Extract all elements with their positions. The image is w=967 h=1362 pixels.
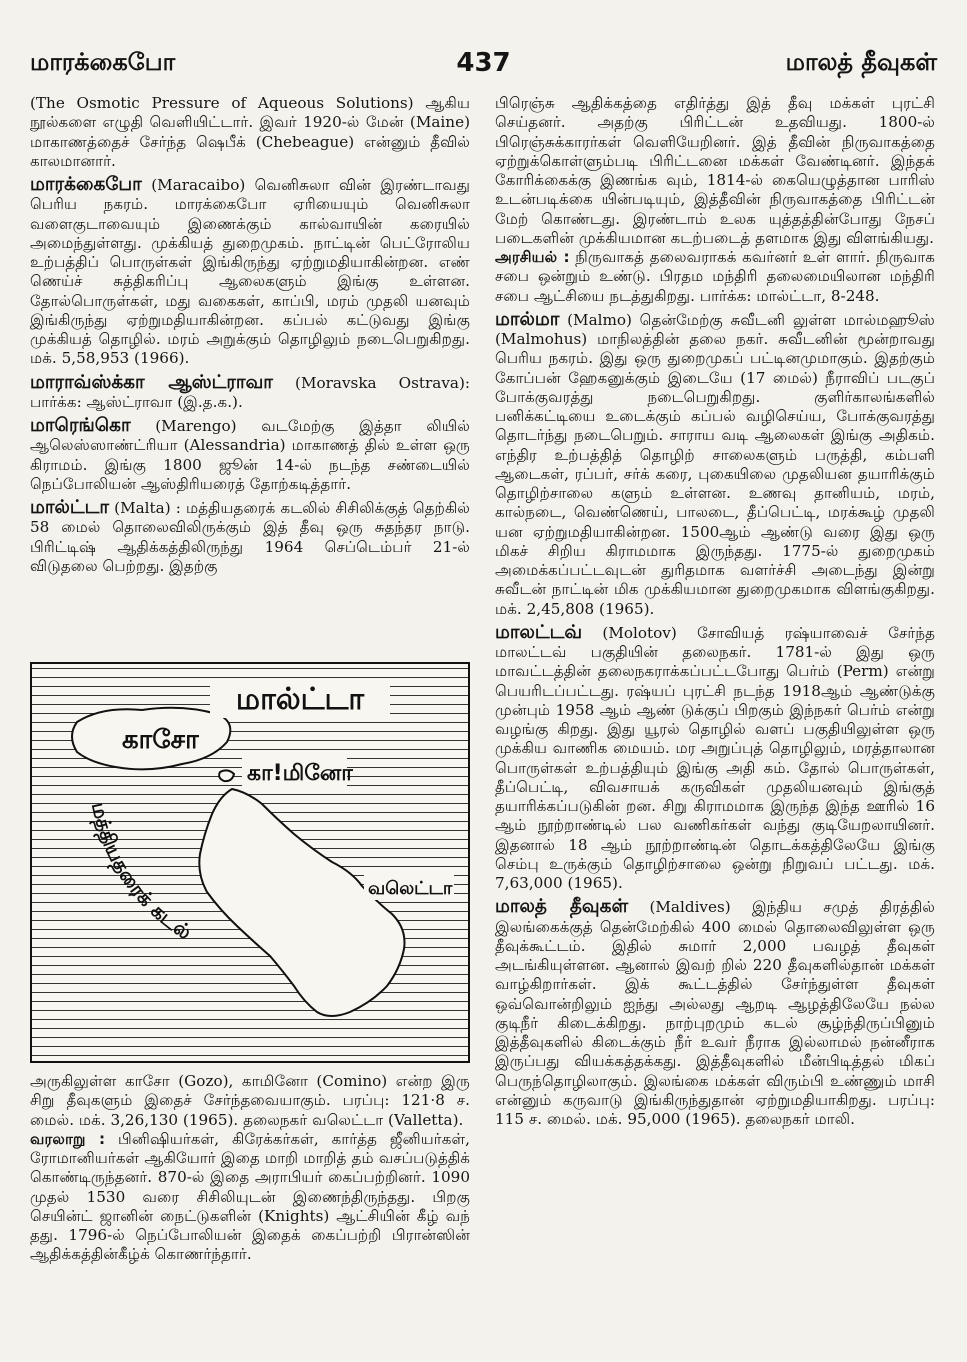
malta-history: [30, 1130, 470, 1265]
entry-marengo: [30, 416, 470, 494]
malta-map: [30, 662, 470, 1063]
headword: மால்மா: [495, 308, 560, 330]
comino-label: கா!மினோ: [247, 761, 353, 786]
entry-malta: [30, 498, 470, 576]
subheading: வரலாறு :: [30, 1129, 106, 1148]
subheading: அரசியல் :: [495, 248, 570, 266]
page-number: 437: [456, 48, 511, 78]
running-head-left: மாரக்கைபோ: [30, 48, 176, 76]
government-text: நிருவாகத் தலைவராகக் கவர்னர் உள் ளார். நிருவாக சபை ஒன்றும் உண்டு. பிரதம மந்திரி தலைமையிலான மந்திரி சபை ஆட்சியை நடத்துகிறது. பார்க்க: மால்ட்டா, 8-248.: [495, 248, 935, 305]
headword: மாரக்கைபோ: [30, 174, 142, 195]
malta-paragraph: அருகிலுள்ள காசோ (Gozo), காமினோ (Comino) என்ற இரு சிறு தீவுகளும் இதைச் சேர்ந்தவையாகும். பரப்பு: 121·8 ச. மைல். மக். 3,26,130 (1965). தலைநகர் வலெட்டா (Valletta).: [30, 1072, 470, 1129]
entry-text: (Maldives) இந்திய சமுத் திரத்தில் இலங்கைக்குத் தென்மேற்கில் 400 மைல் தொலைவிலுள்ள ஒரு தீவுக்கூட்டம். இதில் சுமார் 2,000 பவழத் தீவுகள் அடங்கியுள்ளன. ஆனால் இவற் றில் 220 தீவுகளில்தான் மக்கள் வாழ்கிறார்கள். இக் கூட்டத்தில் சேர்ந்துள்ள தீவுகள் ஒவ்வொன்றிலும் ஐந்து அல்லது ஆறடி ஆழத்திலேயே நல்ல குடிநீர் கிடைக்கிறது. நாற்புறமும் கடல் சூழ்ந்திருப்பினும் இத்தீவுகளில் கிடைக்கும் நீர் உவர் நீராக இல்லாமல் நன்னீராக இருப்பது வியக்கத்தக்கது. இத்தீவுகளில் மீன்பிடித்தல் மிகப் பெருந்தொழிலாகும். இலங்கை மக்கள் விரும்பி உண்ணும் மாசி என்னும் கருவாடு இங்கிருந்துதான் ஏற்றுமதியாகிறது. பரப்பு: 115 ச. மைல். மக். 95,000 (1965). தலைநகர் மாலி.: [495, 898, 935, 1128]
entry-text: (Maracaibo) வெனிசுலா வின் இரண்டாவது பெரிய நகரம். மாரக்கைபோ ஏரியையும் வெனிசுலா வளைகுடாவையும் இணைக்கும் கால்வாயின் கரையில் அமைந்துள்ளது. முக்கியத் துறைமுகம். நாட்டின் பெட்ரோலிய உற்பத்திப் பொருள்கள் இங்கிருந்து ஏற்றுமதியாகின்றன. எண் ணெய்ச் சுத்திகரிப்பு ஆலைகளும் இங்கு உள்ளன. தோல்பொருள்கள், மது வகைகள், காப்பி, மரம் முதலி யனவும் இங்கிருந்து ஏற்றுமதியாகின்றன. கப்பல் கட்டுவது இங்கு முக்கியத் தொழில். மரம் அறுக்கும் தொழிலும் நடைபெறுகிறது. மக். 5,58,953 (1966).: [30, 176, 470, 368]
map-title: மால்ட்டா: [235, 682, 365, 717]
left-column-bottom: [30, 1072, 470, 1265]
running-head-right: மாலத் தீவுகள்: [785, 48, 937, 76]
entry-text: (Malmo) தென்மேற்கு சுவீடனி லுள்ள மால்மஹூஸ் (Malmohus) மாநிலத்தின் தலை நகர். சுவீடனின் மூன்றாவது பெரிய நகரம். இது ஒரு துறைமுகப் பட்டினமுமாகும். இதற்கும் கோப்பன் ஹேகனுக்கும் இடையே (17 மைல்) நீராவிப் படகுப் போக்குவரத்து நடைபெறுகிறது. குளிர்காலங்களில் பனிக்கட்டியை உடைக்கும் கப்பல் வழிசெய்ய, போக்குவரத்து தொடர்ந்து நடைபெறும். சாராய வடி ஆலைகள் இங்கு அதிகம். எந்திர உற்பத்தித் தொழிற் சாலைகளும் பருத்தி, கம்பளி ஆடைகள், ரப்பர், சர்க் கரை, புகையிலை முதலியன தயாரிக்கும் தொழிற்சாலை களும் உள்ளன. உணவு தானியம், மரம், கால்நடை, வெண்ணெய், பாலடை, தீப்பெட்டி, மரக்கூழ் முதலி யன ஏற்றுமதியாகின்றன. 1500ஆம் ஆண்டு வரை இது ஒரு மிகச் சிறிய கிராமமாக இருந்தது. 1775-ல் துறைமுகம் அமைக்கப்பட்டவுடன் துரிதமாக வளர்ச்சி அடைந்து இன்று சுவீடன் நாட்டின் மிக முக்கியமான துறைமுகமாக விளங்குகிறது. மக். 2,45,808 (1965).: [495, 310, 935, 618]
entry-molotov: [495, 623, 935, 894]
entry-text: (Malta) : மத்தியதரைக் கடலில் சிசிலிக்குத் தெற்கில் 58 மைல் தொலைவிலிருக்கும் இத் தீவு ஒரு சுதந்தர நாடு. பிரிட்டிஷ் ஆதிக்கத்திலிருந்து 1964 செப்டெம்பர் 21-ல் விடுதலை பெற்றது. இதற்கு: [30, 499, 470, 575]
entry-text: (Molotov) சோவியத் ரஷ்யாவைச் சேர்ந்த மாலட்டவ் பகுதியின் தலைநகர். 1781-ல் இது ஒரு மாவட்டத்தின் தலைநகராக்கப்பட்டபோது பெர்ம் (Perm) என்று பெயரிடப்பட்டது. ரஷ்யப் புரட்சி நடந்த 1918ஆம் ஆண்டுக்கு முன்பும் 1958 ஆம் ஆண் டுக்குப் பிறகும் இந்நகர் பெர்ம் என்று வழங்கு கிறது. இது யூரல் தொழில் வளப் பகுதியிலுள்ள ஒரு முக்கிய வாணிக மையம். மர அறுப்புத் தொழிலும், மரத்தாலான பொருள்கள் உற்பத்தியும் இங்கு அதி கம். தோல் பொருள்கள், தீப்பெட்டி, விவசாயக் கருவிகள் முதலியனவும் இங்குத் தயாரிக்கப்படுகின் றன. சிறு கிராமமாக இருந்த இந்த ஊரில் 16 ஆம் நூற்றாண்டில் பல வணிகர்கள் வந்து குடியேறலாயினர். இதனால் 18 ஆம் நூற்றாண்டின் தொடக்கத்திலேயே இங்கு செம்பு உருக்கும் தொழிற்சாலை ஒன்று நிறுவப் பட்டது. மக். 7,63,000 (1965).: [495, 623, 935, 892]
headword: மாலத் தீவுகள்: [495, 896, 629, 918]
entry-moravska-ostrava: [30, 373, 470, 413]
entry-malmo: [495, 310, 935, 619]
gozo-label: காசோ: [122, 725, 199, 755]
headword: மாரெங்கொ: [30, 415, 131, 436]
malta-map-drawing: [32, 664, 468, 1061]
history-text: பினிஷியர்கள், கிரேக்கர்கள், கார்த்த ஜீனியர்கள், ரோமானியர்கள் ஆகியோர் இதை மாறி மாறித் தம் வசப்படுத்திக் கொண்டிருந்தனர். 870-ல் இதை அராபியர் கைப்பற்றினர். 1090 முதல் 1530 வரை சிசிலியுடன் இணைந்திருந்தது. பிறகு செயின்ட் ஜானின் நைட்டுகளின் (Knights) ஆட்சியின் கீழ் வந் தது. 1796-ல் நெப்போலியன் இதைக் கைப்பற்றி பிரான்ஸின் ஆதிக்கத்தின்கீழ்க் கொணர்ந்தார்.: [30, 1129, 470, 1264]
comino-island: [219, 770, 234, 781]
headword: மால்ட்டா: [30, 497, 110, 518]
continued-paragraph: (The Osmotic Pressure of Aqueous Solutions) ஆகிய நூல்களை எழுதி வெளியிட்டார். இவர் 1920-ல் மேன் (Maine) மாகாணத்தைச் சேர்ந்த ஷெபீக் (Chebeague) என்னும் தீவில் காலமானார்.: [30, 94, 470, 170]
sea-label-text: மத்தியதரைக் கடல்: [86, 800, 197, 945]
malta-continued: பிரெஞ்சு ஆதிக்கத்தை எதிர்த்து இத் தீவு மக்கள் புரட்சி செய்தனர். அதற்கு பிரிட்டன் உதவியது. 1800-ல் பிரெஞ்சுக்காரர்கள் வெளியேறினர். இத் தீவின் நிருவாகத்தை ஏற்றுக்கொள்ளும்படி பிரிட்டனை மக்கள் வேண்டினர். இந்தக் கோரிக்கைக்கு இணங்க வும், 1814-ல் கையெழுத்தான பாரிஸ் உடன்படிக்கை யின்படியும், இத்தீவின் நிருவாகத்தை பிரிட்டன் மேற் கொண்டது. இரண்டாம் உலக யுத்தத்தின்போது நேசப் படைகளின் முக்கியமான கடற்படைத் தளமாக இது விளங்கியது.: [495, 94, 935, 247]
right-column: [495, 94, 935, 1129]
entry-text: (Marengo) வடமேற்கு இத்தா லியில் ஆலெஸ்ஸாண்ட்ரியா (Alessandria) மாகாணத் தில் உள்ள ஒரு கிராமம். இங்கு 1800 ஜூன் 14-ல் நடந்த சண்டையில் நெப்போலியன் ஆஸ்திரியரைத் தோற்கடித்தார்.: [30, 417, 470, 493]
entry-maldives: [495, 897, 935, 1129]
malta-government: [495, 248, 935, 306]
headword: மாலட்டவ்: [495, 621, 583, 643]
entry-text: (Moravska Ostrava): பார்க்க: ஆஸ்ட்ராவா (இ.த.க.).: [30, 373, 470, 411]
valletta-label: வலெட்டா: [368, 878, 453, 899]
headword: மாராவ்ஸ்க்கா ஆஸ்ட்ராவா: [30, 371, 273, 393]
left-column: [30, 94, 470, 576]
entry-maracaibo: [30, 175, 470, 369]
